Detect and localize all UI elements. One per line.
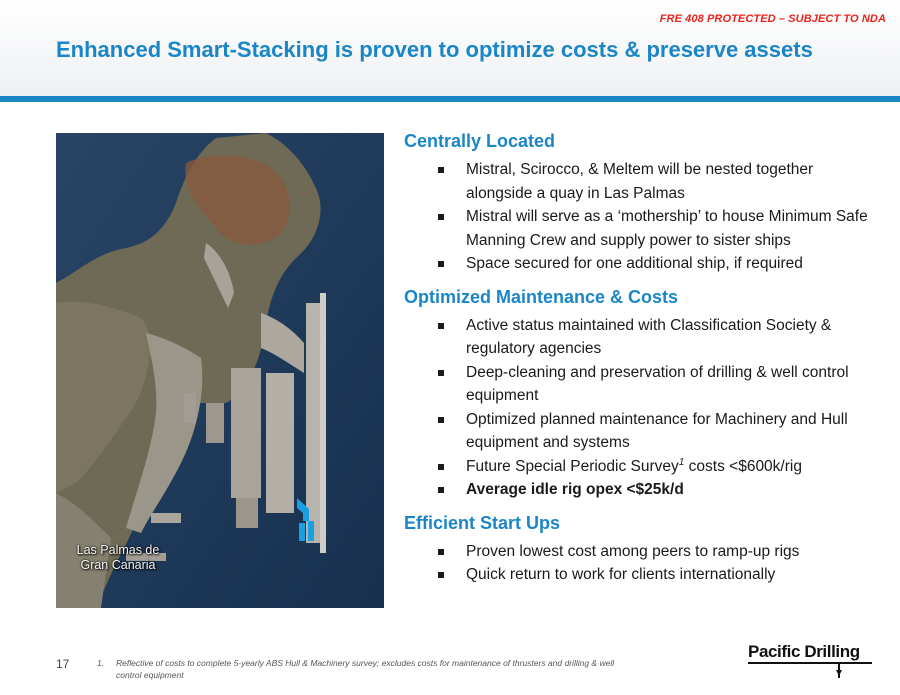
bullet-square-icon: [438, 464, 444, 470]
bullet-text: Space secured for one additional ship, if required: [466, 255, 803, 272]
logo-wordmark: Pacific Drilling: [748, 642, 860, 661]
bullet-item: [404, 361, 874, 408]
aerial-photo-las-palmas: [56, 133, 384, 608]
bullet-square-icon: [438, 323, 444, 329]
bullet-item: [404, 205, 874, 252]
footnote-text: Reflective of costs to complete 5-yearly ABS Hull & Machinery survey; excludes costs for maintenance of thrusters and drilling & well control equipment: [116, 658, 615, 680]
bullet-square-icon: [438, 572, 444, 578]
survey-text: Future Special Periodic Survey: [466, 457, 679, 475]
map-label-line-1: Las Palmas de: [76, 543, 160, 557]
bullet-square-icon: [438, 370, 444, 376]
map-label-line-2: Gran Canaria: [80, 558, 156, 572]
bullet-list-optimized-maintenance: [404, 314, 874, 502]
content-column: [404, 128, 874, 595]
drill-bit-icon: [748, 640, 878, 688]
footnote: [97, 657, 617, 681]
bullet-list-centrally-located: [404, 158, 874, 276]
bullet-text: Active status maintained with Classification Society & regulatory agencies: [466, 316, 832, 357]
bullet-text: Proven lowest cost among peers to ramp-up rigs: [466, 542, 800, 560]
bullet-square-icon: [438, 549, 444, 555]
bullet-square-icon: [438, 167, 444, 173]
bullet-square-icon: [438, 261, 444, 267]
map-location-label: [62, 543, 174, 573]
footnote-number: 1.: [97, 658, 105, 668]
bullet-item: [404, 252, 874, 276]
bullet-item: [404, 314, 874, 361]
bullet-item: [404, 158, 874, 205]
slide-title: Enhanced Smart-Stacking is proven to optimize costs & preserve assets: [56, 37, 813, 62]
bullet-text: Optimized planned maintenance for Machinery and Hull equipment and systems: [466, 410, 848, 451]
bullet-square-icon: [438, 214, 444, 220]
survey-cost-text: costs <$600k/rig: [684, 457, 802, 475]
bullet-item-opex: [404, 478, 874, 502]
opex-text: Average idle rig opex <$25k/d: [466, 481, 684, 498]
section-heading-centrally-located: Centrally Located: [404, 131, 556, 151]
bullet-item: [404, 540, 874, 564]
bullet-item: [404, 408, 874, 455]
bullet-square-icon: [438, 417, 444, 423]
bullet-text: Deep-cleaning and preservation of drilling & well control equipment: [466, 363, 849, 404]
footnote-superscript: 1: [678, 456, 685, 468]
page-number: 17: [56, 657, 70, 671]
aerial-map-graphic: [56, 133, 384, 608]
bullet-square-icon: [438, 487, 444, 493]
section-heading-optimized-maintenance: Optimized Maintenance & Costs: [404, 286, 679, 307]
bullet-item-survey: [404, 455, 874, 479]
bullet-item: [404, 563, 874, 587]
bullet-text: Quick return to work for clients internationally: [466, 566, 776, 583]
confidentiality-notice: FRE 408 PROTECTED – SUBJECT TO NDA: [659, 13, 886, 25]
bullet-text: Mistral will serve as a ‘mothership’ to house Minimum Safe Manning Crew and supply power to sister ships: [466, 208, 868, 249]
bullet-list-efficient-start-ups: [404, 540, 874, 587]
header-rule: [0, 96, 900, 102]
pacific-drilling-logo: [748, 640, 878, 688]
bullet-text: Mistral, Scirocco, & Meltem will be nested together alongside a quay in Las Palmas: [466, 161, 814, 202]
section-heading-efficient-start-ups: Efficient Start Ups: [404, 512, 561, 533]
